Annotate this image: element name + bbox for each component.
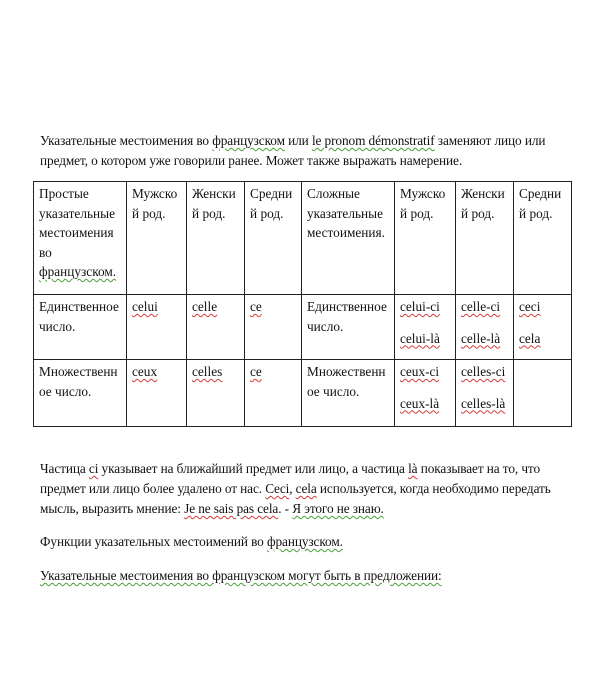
functions-heading: Функции указательных местоимений во французском. bbox=[40, 534, 343, 549]
intro-text-rest: заменяют лицо или предмет, о котором уже говорили ранее. Может также выражать намерение. bbox=[40, 133, 546, 168]
intro-french-word: французском bbox=[212, 133, 285, 148]
table-row bbox=[34, 295, 572, 360]
particle-note-paragraph: Частица ci указывает на ближайший предмет или лицо, а частица là показывает на то, что предмет или лицо более удалено от нас. Ceci, cela используется, когда необходимо передать мысль, выразить мнение: Je ne sais pas cela. - Я этого не знаю. bbox=[40, 461, 551, 516]
sentence-positions-heading: Указательные местоимения во французском могут быть в предложении: bbox=[40, 568, 442, 583]
cell-plural-fem: celles bbox=[187, 360, 245, 427]
intro-french-term: le pronom démonstratif bbox=[311, 133, 435, 148]
header-cell-masc2: Мужской род. bbox=[395, 182, 456, 295]
intro-paragraph bbox=[40, 131, 570, 171]
header-cell-fem: Женский род. bbox=[187, 182, 245, 295]
cell-plural-neut: ce bbox=[245, 360, 302, 427]
header-cell-neut: Средний род. bbox=[245, 182, 302, 295]
cell-singular-neut: ce bbox=[245, 295, 302, 360]
header-cell-neut2: Средний род. bbox=[514, 182, 572, 295]
row-label-singular: Единственное число. bbox=[34, 295, 127, 360]
cell-singular-masc2: celui-ci celui-là bbox=[395, 295, 456, 360]
row-label-plural: Множественное число. bbox=[34, 360, 127, 427]
row-label-singular-2: Единственное число. bbox=[302, 295, 395, 360]
intro-text: Указательные местоимения во bbox=[40, 133, 213, 148]
intro-text-or: или bbox=[284, 133, 312, 148]
header-cell-compound: Сложные указательные местоимения. bbox=[302, 182, 395, 295]
cell-singular-neut2: ceci cela bbox=[514, 295, 572, 360]
cell-singular-masc: celui bbox=[127, 295, 187, 360]
cell-plural-masc: ceux bbox=[127, 360, 187, 427]
header-cell-masc: Мужской род. bbox=[127, 182, 187, 295]
demonstrative-pronoun-table bbox=[33, 181, 572, 427]
cell-plural-neut2 bbox=[514, 360, 572, 427]
cell-plural-masc2: ceux-ci ceux-là bbox=[395, 360, 456, 427]
header-cell-fem2: Женский род. bbox=[456, 182, 514, 295]
cell-plural-fem2: celles-ci celles-là bbox=[456, 360, 514, 427]
header-cell-simple: Простые указательные местоимения во французском. bbox=[34, 182, 127, 295]
table-header-row bbox=[34, 182, 572, 295]
table-row bbox=[34, 360, 572, 427]
cell-singular-fem: celle bbox=[187, 295, 245, 360]
row-label-plural-2: Множественное число. bbox=[302, 360, 395, 427]
cell-singular-fem2: celle-ci celle-là bbox=[456, 295, 514, 360]
